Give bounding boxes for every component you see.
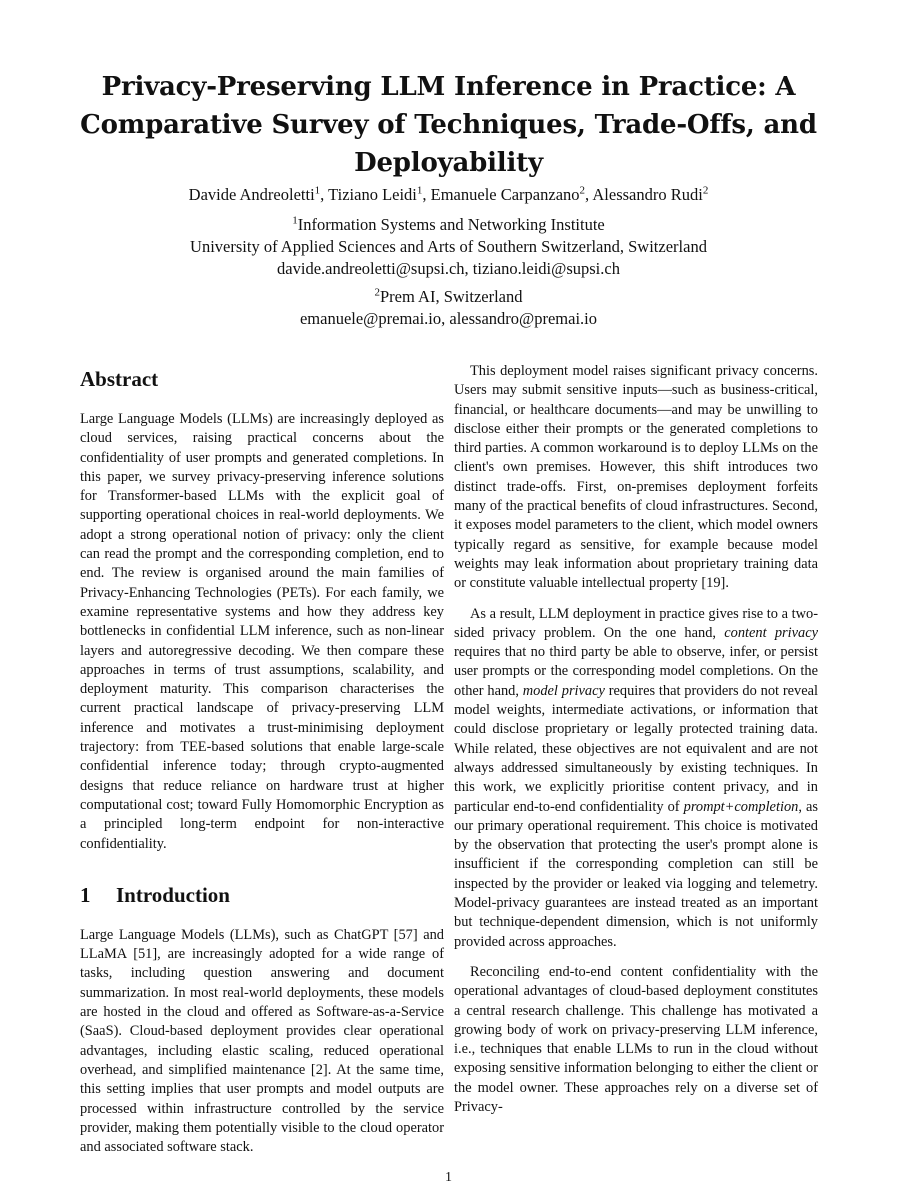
- author-name: Davide Andreoletti: [188, 185, 315, 204]
- emphasis-prompt-completion: prompt+completion: [683, 798, 799, 815]
- affiliation-mark: 2: [374, 286, 380, 299]
- intro-paragraph: Large Language Models (LLMs), such as ChatGPT [57] and LLaMA [51], are increasingly adopted for a wide range of tasks, including question answering and document summarization. In most real-world deployments, these models are hosted in the cloud and offered as Software-as-a-Service (SaaS). Cloud-based deployment provides clear operational advantages, including elastic scaling, reduced operational overhead, and simplified maintenance [2]. At the same time, this setting implies that user prompts and model outputs are processed within infrastructure controlled by the service provider, making them potentially visible to the cloud operator and associated software stack.: [80, 926, 444, 1156]
- author-affiliation-mark: 1: [314, 184, 321, 197]
- page-number: 1: [445, 1170, 452, 1185]
- affiliation-emails: davide.andreoletti@supsi.ch, tiziano.leidi@supsi.ch: [277, 259, 620, 278]
- text-run: , as our primary operational requirement. This choice is motivated by the observation that protecting the user's prompt alone is insufficient if the corresponding completion can still be inspected by the provider or leaked via logging and telemetry. Model-privacy guarantees are instead treated as an important but technique-dependent dimension, which is not uniformly provided across approaches.: [454, 798, 818, 950]
- author-name: Tiziano Leidi: [328, 185, 417, 204]
- author-affiliation-mark: 2: [702, 184, 709, 197]
- text-run: requires that no third party be able to observe, infer, or persist user prompts or the corresponding model completions. On the other hand,: [454, 644, 818, 699]
- body-paragraph: Reconciling end-to-end content confidentiality with the operational advantages of cloud-based deployment constitutes a central research challenge. This challenge has motivated a growing body of work on privacy-preserving LLM inference, i.e., techniques that enable LLMs to run in the cloud without exposing sensitive information belonging to either the client or the model owner. These approaches rely on a diverse set of Privacy-: [454, 963, 818, 1115]
- text-run: requires that providers do not reveal model weights, intermediate activations, or information that could disclose proprietary or legally protected training data. While related, these objectives are not equivalent and are not always addressed simultaneously by existing techniques. In this work, we explicitly prioritise content privacy, and in particular end-to-end confidentiality of: [454, 682, 818, 815]
- left-column: [80, 362, 444, 1168]
- affiliation-mark: 1: [292, 214, 298, 227]
- emphasis-content-privacy: content privacy: [724, 624, 818, 641]
- paper-title: Privacy-Preserving LLM Inference in Practice: A Comparative Survey of Techniques, Trade-Offs, and Deployability: [80, 72, 817, 178]
- section-number: 1: [80, 882, 91, 907]
- introduction-heading: [80, 882, 444, 908]
- text-run: As a result, LLM deployment in practice gives rise to a two-sided privacy problem. On the one hand,: [454, 605, 818, 641]
- author-affiliation-mark: 2: [579, 184, 586, 197]
- abstract-text: Large Language Models (LLMs) are increasingly deployed as cloud services, raising practical concerns about the confidentiality of user prompts and generated completions. In this paper, we survey privacy-preserving inference solutions for Transformer-based LLMs with the explicit goal of supporting operational choices in real-world deployments. We adopt a strong operational notion of privacy: only the client can read the prompt and the corresponding completion, end to end. The review is organised around the main families of Privacy-Enhancing Technologies (PETs). For each family, we examine representative systems and how they address key bottlenecks in confidential LLM inference, such as non-linear layers and autoregressive decoding. We then compare these approaches in terms of trust assumptions, scalability, and deployment maturity. This comparison characterises the current practical landscape of privacy-preserving LLM inference and motivates a trust-minimising deployment trajectory: from TEE-based solutions that enable large-scale confidential inference today; through crypto-augmented designs that reduce reliance on hardware trust at higher computational cost; toward Fully Homomorphic Encryption as a principled long-term endpoint for non-interactive confidentiality.: [80, 411, 444, 852]
- emphasis-model-privacy: model privacy: [522, 682, 605, 699]
- section-title: Introduction: [116, 882, 230, 907]
- affiliation-emails: emanuele@premai.io, alessandro@premai.io: [299, 309, 598, 328]
- affiliation-university: University of Applied Sciences and Arts of Southern Switzerland, Switzerland: [190, 237, 707, 256]
- author-list: Davide Andreoletti$^1$, Tiziano Leidi$^1$, Emanuele Carpanzano$^2$, Alessandro Rudi$^2$: [188, 184, 709, 204]
- affiliation-2: [40, 286, 857, 330]
- author-name: Emanuele Carpanzano: [430, 185, 580, 204]
- author-affiliation-mark: 1: [416, 184, 423, 197]
- body-paragraph: [454, 605, 818, 952]
- author-name: Alessandro Rudi: [592, 185, 703, 204]
- body-paragraph: This deployment model raises significant privacy concerns. Users may submit sensitive inputs—such as business-critical, financial, or healthcare documents—and may be unwilling to disclose either their prompts or the generated completions to third parties. A common workaround is to deploy LLMs on the client's own premises. However, this shift introduces two distinct trade-offs. First, on-premises deployment forfeits many of the practical benefits of cloud infrastructures. Second, it exposes model parameters to the client, which model owners typically regard as sensitive, for example because model weights may leak information about proprietary training data or constitute valuable intellectual property [19].: [454, 363, 818, 592]
- affiliation-institute: Information Systems and Networking Institute: [297, 215, 605, 234]
- affiliation-company: Prem AI, Switzerland: [379, 287, 523, 306]
- right-column: [454, 362, 818, 1128]
- affiliation-1: [40, 214, 857, 280]
- abstract-heading: Abstract: [80, 367, 159, 391]
